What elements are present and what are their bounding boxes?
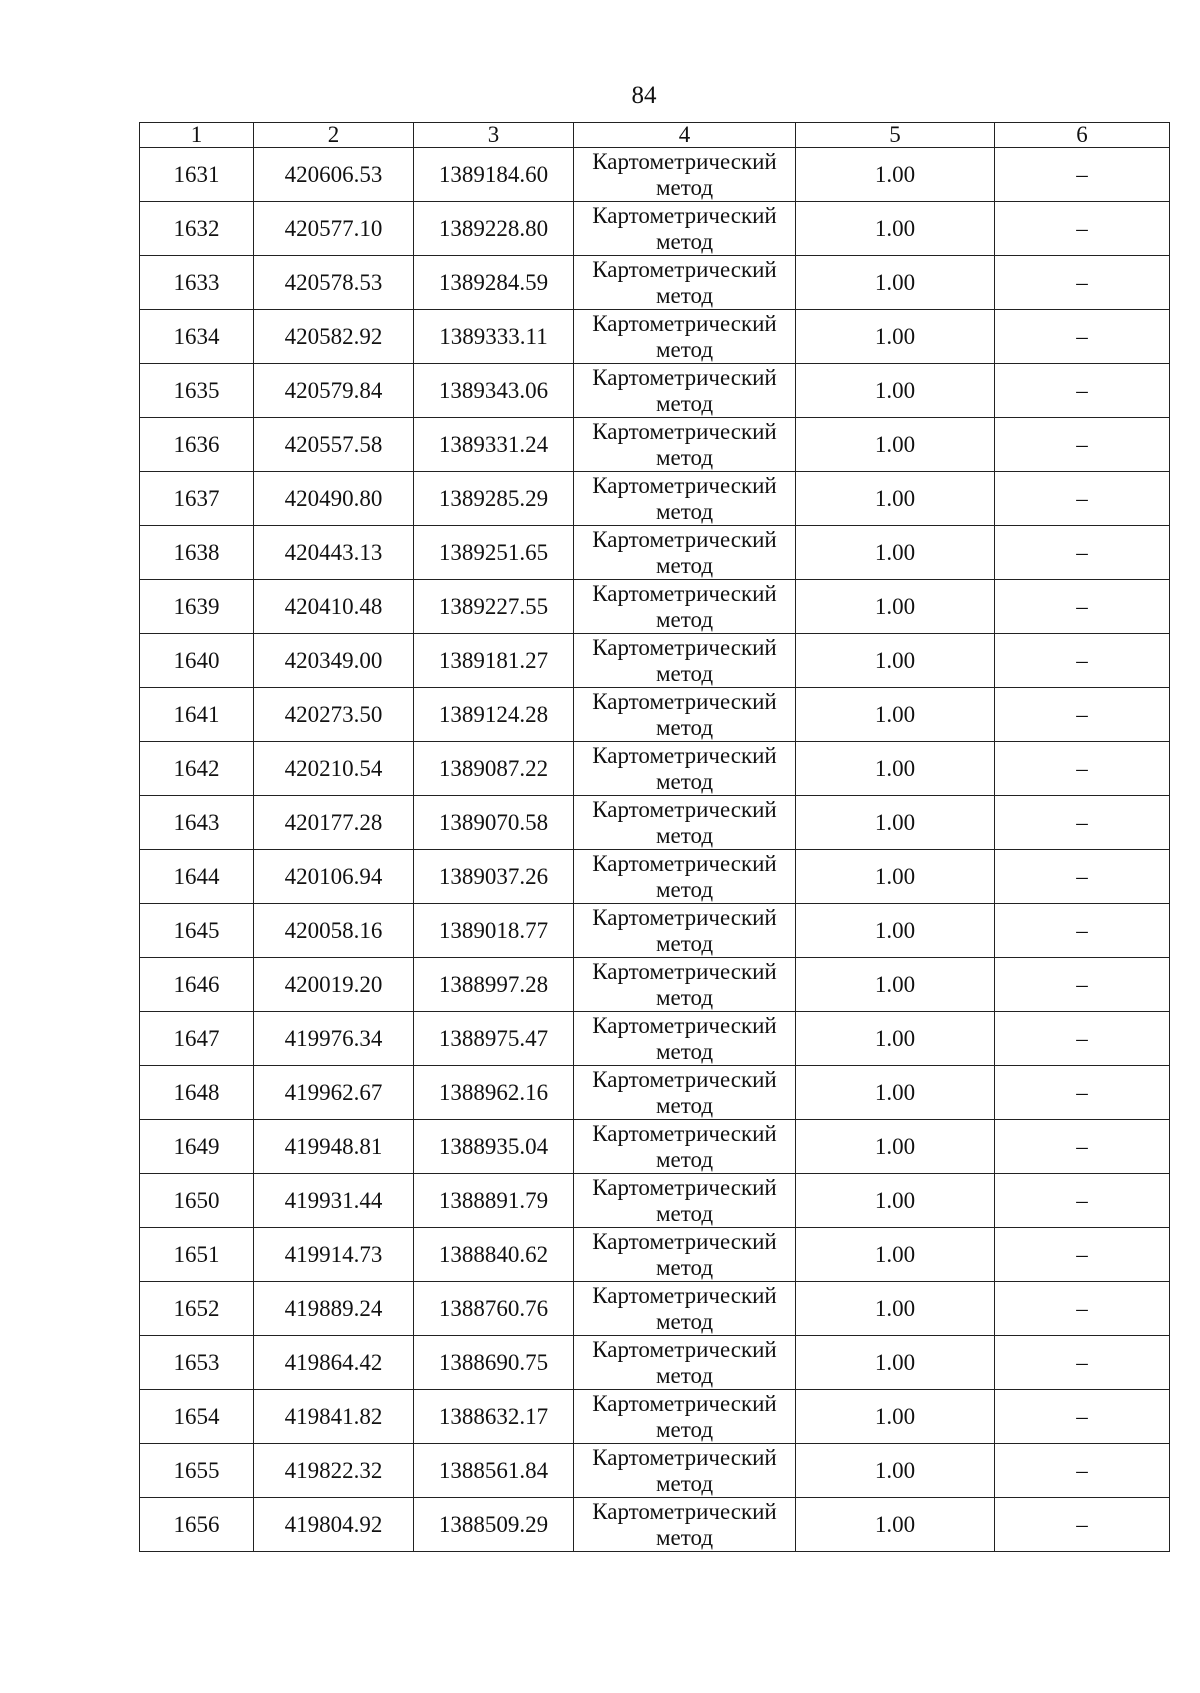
accuracy-cell: 1.00 [796,1120,995,1174]
column-header: 1 [140,123,254,148]
description-cell: – [995,148,1170,202]
y-coordinate-cell: 1389228.80 [414,202,574,256]
x-coordinate-cell: 420177.28 [254,796,414,850]
method-cell: Картометрический метод [574,202,796,256]
method-cell: Картометрический метод [574,148,796,202]
accuracy-cell: 1.00 [796,1390,995,1444]
point-number-cell: 1654 [140,1390,254,1444]
y-coordinate-cell: 1388632.17 [414,1390,574,1444]
point-number-cell: 1635 [140,364,254,418]
point-number-cell: 1631 [140,148,254,202]
point-number-cell: 1648 [140,1066,254,1120]
point-number-cell: 1642 [140,742,254,796]
accuracy-cell: 1.00 [796,1444,995,1498]
table-row [140,796,1170,850]
accuracy-cell: 1.00 [796,1336,995,1390]
y-coordinate-cell: 1389087.22 [414,742,574,796]
accuracy-cell: 1.00 [796,310,995,364]
description-cell: – [995,580,1170,634]
point-number-cell: 1639 [140,580,254,634]
point-number-cell: 1652 [140,1282,254,1336]
x-coordinate-cell: 419914.73 [254,1228,414,1282]
method-cell: Картометрический метод [574,904,796,958]
y-coordinate-cell: 1389227.55 [414,580,574,634]
table-row [140,256,1170,310]
x-coordinate-cell: 420606.53 [254,148,414,202]
method-cell: Картометрический метод [574,958,796,1012]
table-row [140,1066,1170,1120]
y-coordinate-cell: 1389018.77 [414,904,574,958]
point-number-cell: 1634 [140,310,254,364]
description-cell: – [995,202,1170,256]
table-row [140,1012,1170,1066]
method-cell: Картометрический метод [574,364,796,418]
y-coordinate-cell: 1389343.06 [414,364,574,418]
method-cell: Картометрический метод [574,1066,796,1120]
description-cell: – [995,310,1170,364]
point-number-cell: 1649 [140,1120,254,1174]
description-cell: – [995,418,1170,472]
point-number-cell: 1650 [140,1174,254,1228]
table-row [140,1228,1170,1282]
method-cell: Картометрический метод [574,1444,796,1498]
y-coordinate-cell: 1388891.79 [414,1174,574,1228]
accuracy-cell: 1.00 [796,148,995,202]
description-cell: – [995,526,1170,580]
column-header: 6 [995,123,1170,148]
method-cell: Картометрический метод [574,256,796,310]
y-coordinate-cell: 1388962.16 [414,1066,574,1120]
point-number-cell: 1653 [140,1336,254,1390]
column-header: 5 [796,123,995,148]
accuracy-cell: 1.00 [796,256,995,310]
description-cell: – [995,1066,1170,1120]
method-cell: Картометрический метод [574,472,796,526]
y-coordinate-cell: 1389037.26 [414,850,574,904]
table-row [140,310,1170,364]
x-coordinate-cell: 420106.94 [254,850,414,904]
y-coordinate-cell: 1388760.76 [414,1282,574,1336]
accuracy-cell: 1.00 [796,1498,995,1552]
table-row [140,1336,1170,1390]
x-coordinate-cell: 419864.42 [254,1336,414,1390]
description-cell: – [995,634,1170,688]
method-cell: Картометрический метод [574,1282,796,1336]
table-header-row [140,123,1170,148]
method-cell: Картометрический метод [574,634,796,688]
table-row [140,148,1170,202]
x-coordinate-cell: 420579.84 [254,364,414,418]
point-number-cell: 1644 [140,850,254,904]
point-number-cell: 1656 [140,1498,254,1552]
column-header: 3 [414,123,574,148]
table-row [140,904,1170,958]
method-cell: Картометрический метод [574,688,796,742]
method-cell: Картометрический метод [574,1390,796,1444]
accuracy-cell: 1.00 [796,580,995,634]
description-cell: – [995,796,1170,850]
x-coordinate-cell: 420273.50 [254,688,414,742]
accuracy-cell: 1.00 [796,1066,995,1120]
point-number-cell: 1632 [140,202,254,256]
description-cell: – [995,1174,1170,1228]
table-row [140,1390,1170,1444]
y-coordinate-cell: 1389181.27 [414,634,574,688]
table-row [140,418,1170,472]
method-cell: Картометрический метод [574,1336,796,1390]
x-coordinate-cell: 419976.34 [254,1012,414,1066]
y-coordinate-cell: 1389285.29 [414,472,574,526]
point-number-cell: 1651 [140,1228,254,1282]
y-coordinate-cell: 1389331.24 [414,418,574,472]
y-coordinate-cell: 1388509.29 [414,1498,574,1552]
y-coordinate-cell: 1389284.59 [414,256,574,310]
page-number: 84 [631,82,657,109]
accuracy-cell: 1.00 [796,1012,995,1066]
table-row [140,526,1170,580]
x-coordinate-cell: 420019.20 [254,958,414,1012]
table-row [140,1174,1170,1228]
y-coordinate-cell: 1388840.62 [414,1228,574,1282]
column-header: 2 [254,123,414,148]
method-cell: Картометрический метод [574,1228,796,1282]
accuracy-cell: 1.00 [796,742,995,796]
description-cell: – [995,904,1170,958]
accuracy-cell: 1.00 [796,958,995,1012]
y-coordinate-cell: 1388997.28 [414,958,574,1012]
accuracy-cell: 1.00 [796,796,995,850]
point-number-cell: 1646 [140,958,254,1012]
table-row [140,364,1170,418]
method-cell: Картометрический метод [574,1498,796,1552]
description-cell: – [995,742,1170,796]
table-body [140,148,1170,1552]
point-number-cell: 1633 [140,256,254,310]
method-cell: Картометрический метод [574,796,796,850]
point-number-cell: 1645 [140,904,254,958]
method-cell: Картометрический метод [574,742,796,796]
method-cell: Картометрический метод [574,526,796,580]
point-number-cell: 1637 [140,472,254,526]
description-cell: – [995,1444,1170,1498]
description-cell: – [995,850,1170,904]
coordinates-table [139,122,1170,1552]
y-coordinate-cell: 1389333.11 [414,310,574,364]
x-coordinate-cell: 419841.82 [254,1390,414,1444]
accuracy-cell: 1.00 [796,1228,995,1282]
y-coordinate-cell: 1388975.47 [414,1012,574,1066]
y-coordinate-cell: 1389070.58 [414,796,574,850]
point-number-cell: 1638 [140,526,254,580]
y-coordinate-cell: 1388935.04 [414,1120,574,1174]
accuracy-cell: 1.00 [796,472,995,526]
description-cell: – [995,958,1170,1012]
table-row [140,1498,1170,1552]
x-coordinate-cell: 420582.92 [254,310,414,364]
accuracy-cell: 1.00 [796,850,995,904]
table-row [140,1282,1170,1336]
table-row [140,202,1170,256]
accuracy-cell: 1.00 [796,202,995,256]
x-coordinate-cell: 420443.13 [254,526,414,580]
accuracy-cell: 1.00 [796,634,995,688]
point-number-cell: 1640 [140,634,254,688]
method-cell: Картометрический метод [574,1120,796,1174]
table-row [140,580,1170,634]
table-row [140,742,1170,796]
table-row [140,1444,1170,1498]
description-cell: – [995,1498,1170,1552]
point-number-cell: 1641 [140,688,254,742]
accuracy-cell: 1.00 [796,1174,995,1228]
y-coordinate-cell: 1389251.65 [414,526,574,580]
method-cell: Картометрический метод [574,850,796,904]
column-header: 4 [574,123,796,148]
description-cell: – [995,1012,1170,1066]
table-row [140,688,1170,742]
x-coordinate-cell: 420557.58 [254,418,414,472]
table-row [140,958,1170,1012]
method-cell: Картометрический метод [574,310,796,364]
accuracy-cell: 1.00 [796,1282,995,1336]
x-coordinate-cell: 420577.10 [254,202,414,256]
description-cell: – [995,364,1170,418]
y-coordinate-cell: 1388561.84 [414,1444,574,1498]
accuracy-cell: 1.00 [796,418,995,472]
description-cell: – [995,472,1170,526]
x-coordinate-cell: 420410.48 [254,580,414,634]
description-cell: – [995,688,1170,742]
description-cell: – [995,1120,1170,1174]
x-coordinate-cell: 420058.16 [254,904,414,958]
x-coordinate-cell: 420210.54 [254,742,414,796]
table-row [140,1120,1170,1174]
x-coordinate-cell: 419804.92 [254,1498,414,1552]
table-row [140,472,1170,526]
point-number-cell: 1643 [140,796,254,850]
method-cell: Картометрический метод [574,580,796,634]
x-coordinate-cell: 419962.67 [254,1066,414,1120]
x-coordinate-cell: 419931.44 [254,1174,414,1228]
y-coordinate-cell: 1388690.75 [414,1336,574,1390]
accuracy-cell: 1.00 [796,904,995,958]
table-row [140,850,1170,904]
point-number-cell: 1636 [140,418,254,472]
x-coordinate-cell: 420578.53 [254,256,414,310]
method-cell: Картометрический метод [574,418,796,472]
description-cell: – [995,1228,1170,1282]
x-coordinate-cell: 419948.81 [254,1120,414,1174]
accuracy-cell: 1.00 [796,526,995,580]
x-coordinate-cell: 420349.00 [254,634,414,688]
x-coordinate-cell: 419889.24 [254,1282,414,1336]
accuracy-cell: 1.00 [796,364,995,418]
description-cell: – [995,1390,1170,1444]
description-cell: – [995,1336,1170,1390]
y-coordinate-cell: 1389124.28 [414,688,574,742]
method-cell: Картометрический метод [574,1174,796,1228]
method-cell: Картометрический метод [574,1012,796,1066]
point-number-cell: 1655 [140,1444,254,1498]
description-cell: – [995,256,1170,310]
description-cell: – [995,1282,1170,1336]
x-coordinate-cell: 419822.32 [254,1444,414,1498]
accuracy-cell: 1.00 [796,688,995,742]
y-coordinate-cell: 1389184.60 [414,148,574,202]
table-row [140,634,1170,688]
x-coordinate-cell: 420490.80 [254,472,414,526]
point-number-cell: 1647 [140,1012,254,1066]
